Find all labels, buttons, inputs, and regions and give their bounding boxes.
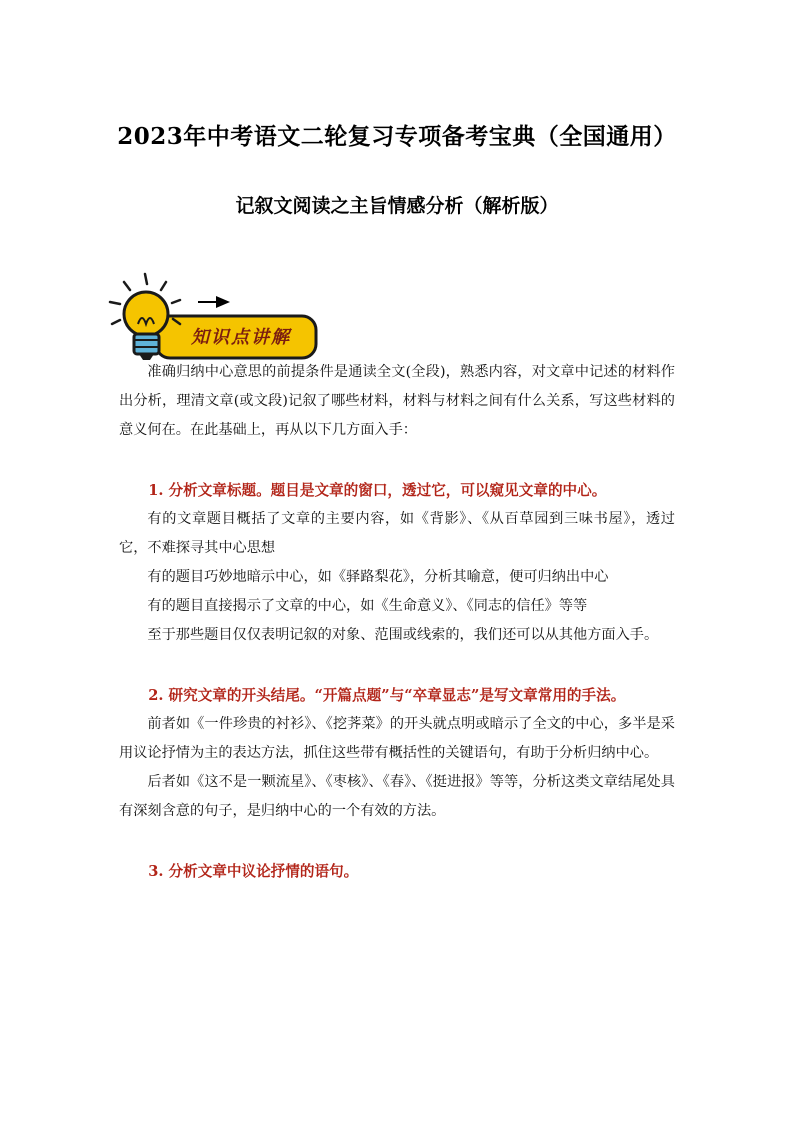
section-heading: 1. 分析文章标题。题目是文章的窗口，透过它，可以窥见文章的中心。 [148, 482, 607, 499]
section-paragraph: 有的文章题目概括了文章的主要内容，如《背影》、《从百草园到三味书屋》，透过它，不难探寻其中心思想 [119, 511, 675, 556]
badge-label: 知识点讲解 [191, 327, 291, 348]
document-title: 2023年中考语文二轮复习专项备考宝典（全国通用） [117, 123, 677, 150]
section-heading: 3. 分析文章中议论抒情的语句。 [148, 863, 359, 880]
section-paragraph: 有的题目巧妙地暗示中心，如《驿路梨花》，分析其喻意，便可归纳出中心 [147, 569, 609, 585]
section-paragraph: 前者如《一件珍贵的衬衫》、《挖荠菜》的开头就点明或暗示了全文的中心，多半是采用议论抒情为主的表达方法，抓住这些带有概括性的关键语句，有助于分析归纳中心。 [119, 716, 675, 761]
document-body [119, 358, 675, 886]
section-paragraph: 后者如《这不是一颗流星》、《枣核》、《春》、《挺进报》等等，分析这类文章结尾处具有深刻含意的句子，是归纳中心的一个有效的方法。 [119, 774, 675, 819]
section-paragraph: 有的题目直接揭示了文章的中心，如《生命意义》、《同志的信任》等等 [147, 598, 588, 614]
section-heading: 2. 研究文章的开头结尾。“开篇点题”与“卒章显志”是写文章常用的手法。 [148, 687, 626, 704]
intro-paragraph: 准确归纳中心意思的前提条件是通读全文(全段)，熟悉内容，对文章中记述的材料作出分析，理清文章(或文段)记叙了哪些材料，材料与材料之间有什么关系，写这些材料的意义何在。在此基础上，再从以下几方面入手： [119, 364, 675, 438]
section-paragraph: 至于那些题目仅仅表明记叙的对象、范围或线索的，我们还可以从其他方面入手。 [147, 627, 659, 643]
document-subtitle: 记叙文阅读之主旨情感分析（解析版） [235, 195, 559, 217]
